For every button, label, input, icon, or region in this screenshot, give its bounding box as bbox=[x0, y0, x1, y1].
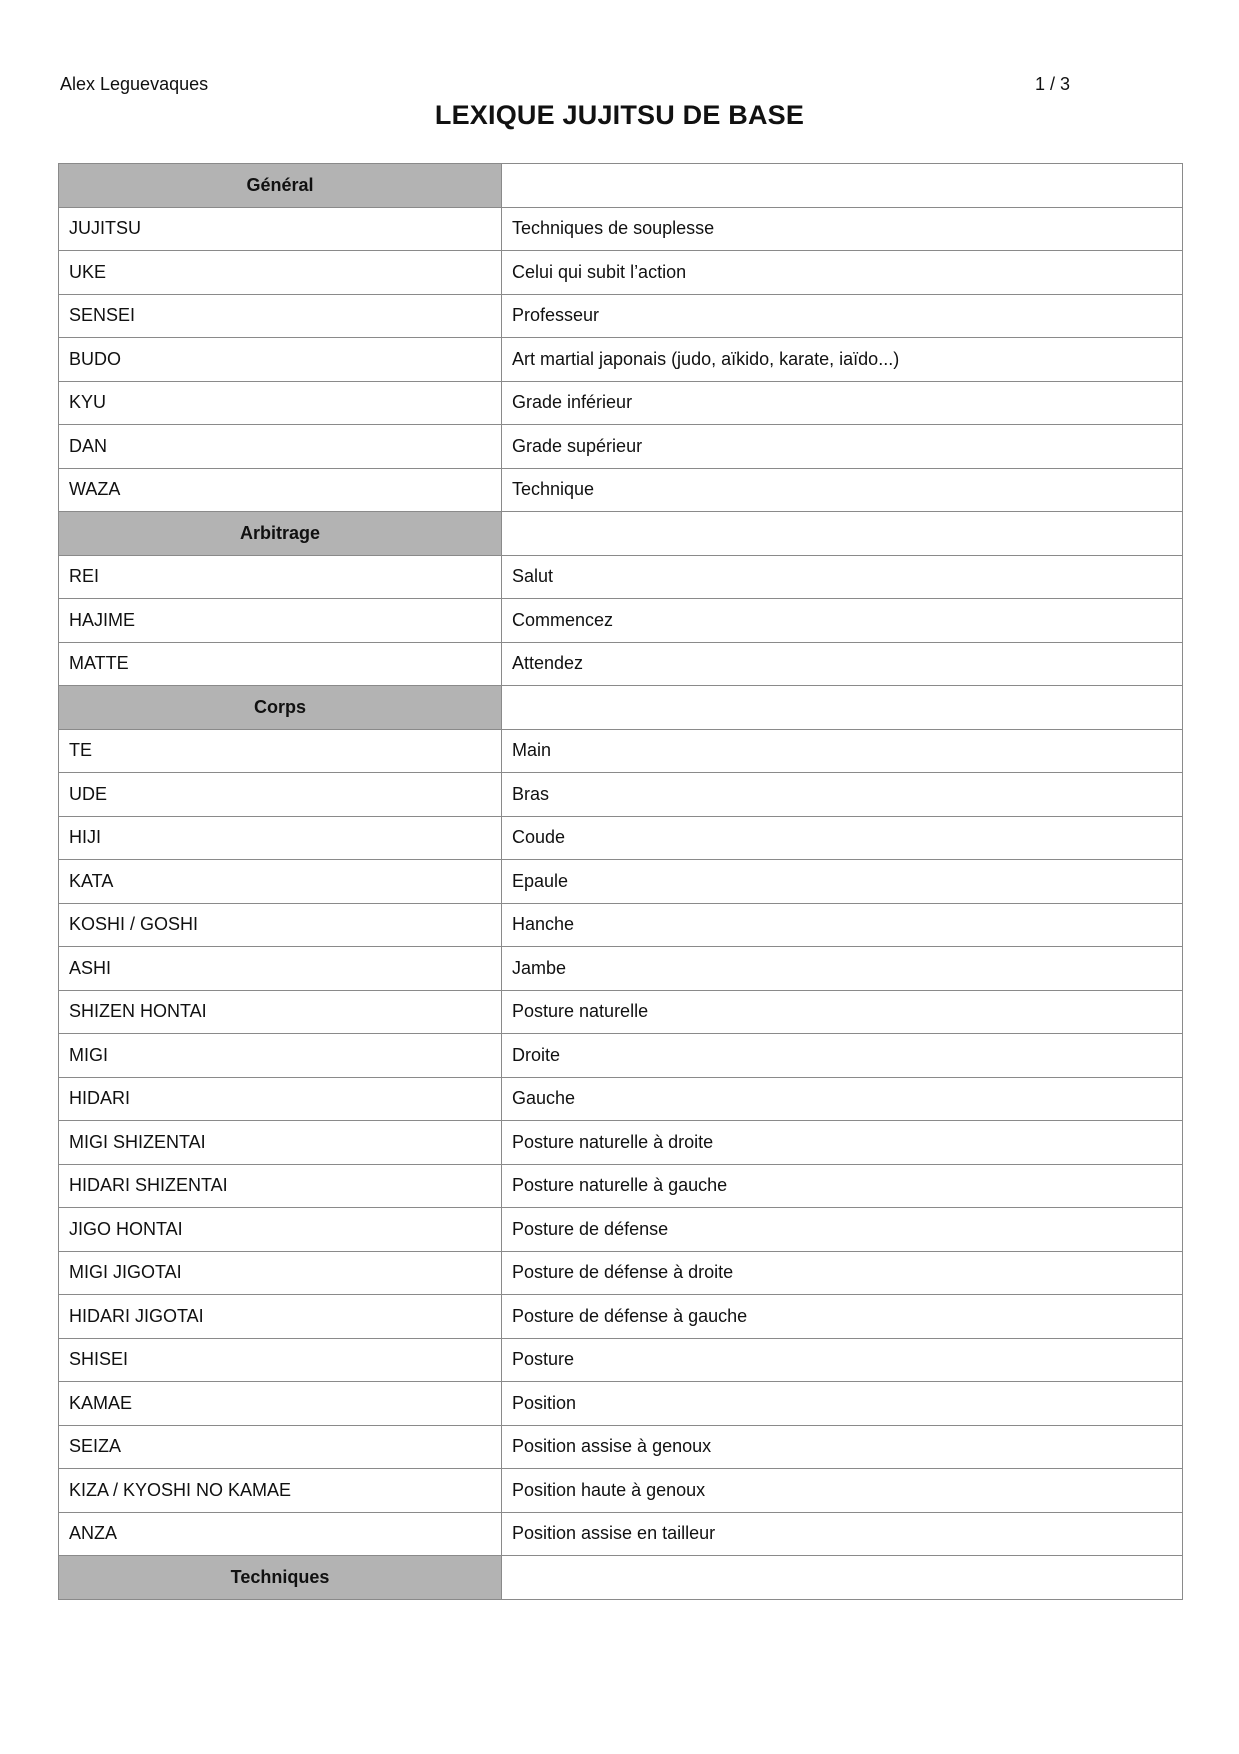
term-cell: JIGO HONTAI bbox=[59, 1208, 502, 1252]
definition-cell: Hanche bbox=[502, 903, 1183, 947]
term-cell: DAN bbox=[59, 425, 502, 469]
term-cell: REI bbox=[59, 555, 502, 599]
table-row bbox=[59, 1208, 1183, 1252]
table-row bbox=[59, 599, 1183, 643]
table-row bbox=[59, 1295, 1183, 1339]
section-header-row bbox=[59, 512, 1183, 556]
table-row bbox=[59, 1077, 1183, 1121]
definition-cell: Grade supérieur bbox=[502, 425, 1183, 469]
term-cell: KATA bbox=[59, 860, 502, 904]
definition-cell: Professeur bbox=[502, 294, 1183, 338]
definition-cell: Salut bbox=[502, 555, 1183, 599]
section-blank-cell bbox=[502, 164, 1183, 208]
section-blank-cell bbox=[502, 1556, 1183, 1600]
term-cell: JUJITSU bbox=[59, 207, 502, 251]
table-row bbox=[59, 338, 1183, 382]
term-cell: SHIZEN HONTAI bbox=[59, 990, 502, 1034]
table-row bbox=[59, 1469, 1183, 1513]
author-name: Alex Leguevaques bbox=[60, 74, 209, 94]
section-header-row bbox=[59, 164, 1183, 208]
definition-cell: Celui qui subit l’action bbox=[502, 251, 1183, 295]
section-title: Techniques bbox=[59, 1556, 502, 1600]
term-cell: HIDARI bbox=[59, 1077, 502, 1121]
term-cell: KOSHI / GOSHI bbox=[59, 903, 502, 947]
definition-cell: Techniques de souplesse bbox=[502, 207, 1183, 251]
table-row bbox=[59, 251, 1183, 295]
definition-cell: Epaule bbox=[502, 860, 1183, 904]
table-row bbox=[59, 1382, 1183, 1426]
term-cell: MIGI SHIZENTAI bbox=[59, 1121, 502, 1165]
definition-cell: Technique bbox=[502, 468, 1183, 512]
table-row bbox=[59, 1425, 1183, 1469]
term-cell: KIZA / KYOSHI NO KAMAE bbox=[59, 1469, 502, 1513]
term-cell: BUDO bbox=[59, 338, 502, 382]
definition-cell: Position bbox=[502, 1382, 1183, 1426]
definition-cell: Commencez bbox=[502, 599, 1183, 643]
definition-cell: Posture naturelle à gauche bbox=[502, 1164, 1183, 1208]
term-cell: MIGI JIGOTAI bbox=[59, 1251, 502, 1295]
term-cell: KYU bbox=[59, 381, 502, 425]
definition-cell: Position haute à genoux bbox=[502, 1469, 1183, 1513]
table-row bbox=[59, 947, 1183, 991]
table-row bbox=[59, 1338, 1183, 1382]
table-row bbox=[59, 1164, 1183, 1208]
document-title: LEXIQUE JUJITSU DE BASE bbox=[434, 100, 805, 130]
section-header-row bbox=[59, 686, 1183, 730]
term-cell: UDE bbox=[59, 773, 502, 817]
section-blank-cell bbox=[502, 686, 1183, 730]
lexicon-table bbox=[58, 163, 1183, 1600]
term-cell: UKE bbox=[59, 251, 502, 295]
table-row bbox=[59, 1251, 1183, 1295]
term-cell: SHISEI bbox=[59, 1338, 502, 1382]
section-header-row bbox=[59, 1556, 1183, 1600]
definition-cell: Posture de défense à gauche bbox=[502, 1295, 1183, 1339]
term-cell: HIDARI SHIZENTAI bbox=[59, 1164, 502, 1208]
definition-cell: Droite bbox=[502, 1034, 1183, 1078]
definition-cell: Art martial japonais (judo, aïkido, karate, iaïdo...) bbox=[502, 338, 1183, 382]
table-row bbox=[59, 381, 1183, 425]
table-row bbox=[59, 816, 1183, 860]
table-row bbox=[59, 468, 1183, 512]
table-row bbox=[59, 729, 1183, 773]
definition-cell: Bras bbox=[502, 773, 1183, 817]
definition-cell: Attendez bbox=[502, 642, 1183, 686]
definition-cell: Grade inférieur bbox=[502, 381, 1183, 425]
definition-cell: Posture naturelle bbox=[502, 990, 1183, 1034]
definition-cell: Gauche bbox=[502, 1077, 1183, 1121]
page-number: 1 / 3 bbox=[1034, 74, 1070, 94]
term-cell: ASHI bbox=[59, 947, 502, 991]
definition-cell: Position assise en tailleur bbox=[502, 1512, 1183, 1556]
term-cell: WAZA bbox=[59, 468, 502, 512]
definition-cell: Main bbox=[502, 729, 1183, 773]
table-row bbox=[59, 860, 1183, 904]
table-row bbox=[59, 642, 1183, 686]
table-row bbox=[59, 294, 1183, 338]
definition-cell: Posture bbox=[502, 1338, 1183, 1382]
term-cell: ANZA bbox=[59, 1512, 502, 1556]
section-blank-cell bbox=[502, 512, 1183, 556]
definition-cell: Posture naturelle à droite bbox=[502, 1121, 1183, 1165]
table-row bbox=[59, 425, 1183, 469]
term-cell: HIJI bbox=[59, 816, 502, 860]
table-row bbox=[59, 903, 1183, 947]
definition-cell: Posture de défense à droite bbox=[502, 1251, 1183, 1295]
table-row bbox=[59, 1512, 1183, 1556]
lexicon-table-body bbox=[59, 164, 1183, 1600]
term-cell: HIDARI JIGOTAI bbox=[59, 1295, 502, 1339]
section-title: Arbitrage bbox=[59, 512, 502, 556]
term-cell: HAJIME bbox=[59, 599, 502, 643]
table-row bbox=[59, 207, 1183, 251]
table-row bbox=[59, 1121, 1183, 1165]
term-cell: SENSEI bbox=[59, 294, 502, 338]
definition-cell: Coude bbox=[502, 816, 1183, 860]
table-row bbox=[59, 555, 1183, 599]
term-cell: MIGI bbox=[59, 1034, 502, 1078]
definition-cell: Jambe bbox=[502, 947, 1183, 991]
section-title: Corps bbox=[59, 686, 502, 730]
term-cell: MATTE bbox=[59, 642, 502, 686]
term-cell: TE bbox=[59, 729, 502, 773]
definition-cell: Position assise à genoux bbox=[502, 1425, 1183, 1469]
term-cell: SEIZA bbox=[59, 1425, 502, 1469]
term-cell: KAMAE bbox=[59, 1382, 502, 1426]
table-row bbox=[59, 773, 1183, 817]
section-title: Général bbox=[59, 164, 502, 208]
definition-cell: Posture de défense bbox=[502, 1208, 1183, 1252]
table-row bbox=[59, 1034, 1183, 1078]
table-row bbox=[59, 990, 1183, 1034]
